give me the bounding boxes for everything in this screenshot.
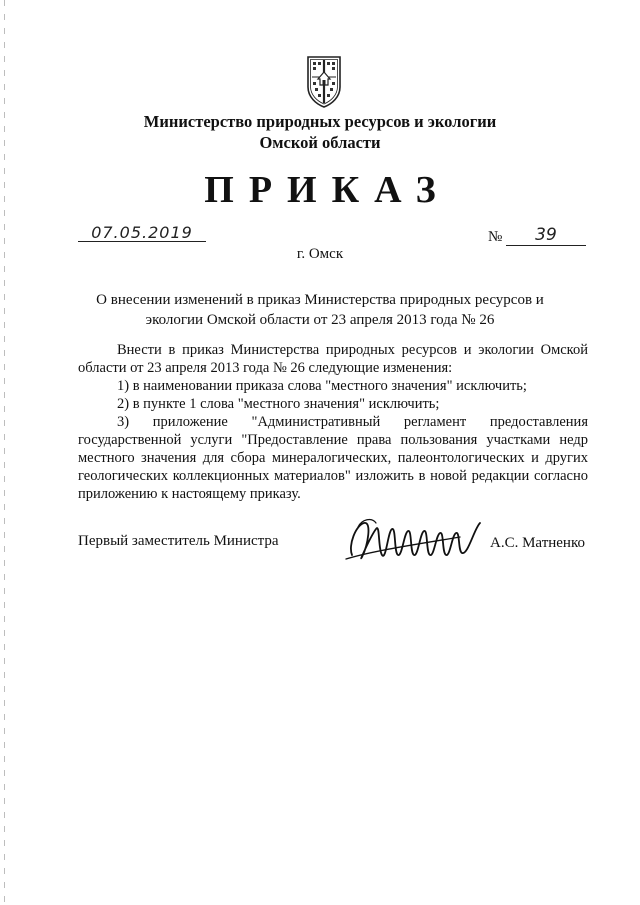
body-intro: Внести в приказ Министерства природных ресурсов и экологии Омской области от 23 апреля 2013 года № 26 следующие изменения: <box>78 342 588 376</box>
subject-line2: экологии Омской области от 23 апреля 2013 года № 26 <box>145 312 495 328</box>
order-body <box>78 341 588 503</box>
signer-position: Первый заместитель Министра <box>78 533 279 549</box>
ministry-name-line1: Министерство природных ресурсов и экологии <box>143 112 497 131</box>
order-number: 39 <box>535 225 557 245</box>
handwritten-signature <box>342 515 490 567</box>
number-label: № <box>488 229 503 245</box>
document-title: ПРИКАЗ <box>204 169 451 211</box>
body-item-1: 1) в наименовании приказа слова "местного значения" исключить; <box>117 378 527 394</box>
body-item-2: 2) в пункте 1 слова "местного значения" исключить; <box>117 396 440 412</box>
order-date: 07.05.2019 <box>91 223 193 242</box>
order-subject <box>0 290 640 330</box>
coat-of-arms-emblem <box>304 55 344 109</box>
subject-line1: О внесении изменений в приказ Министерства природных ресурсов и <box>96 292 544 308</box>
signer-name: А.С. Матненко <box>490 535 585 551</box>
body-item-3: 3) приложение "Административный регламент предоставления государственной услуги "Предоставление права пользования участками недр местного значения для сбора минералогических, палеонтологических и других геологических коллекционных материалов" изложить в новой редакции согласно приложению к настоящему приказу. <box>78 414 588 502</box>
city-label: г. Омск <box>296 246 344 262</box>
date-underline <box>78 241 206 242</box>
ministry-name-line2: Омской области <box>259 133 381 152</box>
